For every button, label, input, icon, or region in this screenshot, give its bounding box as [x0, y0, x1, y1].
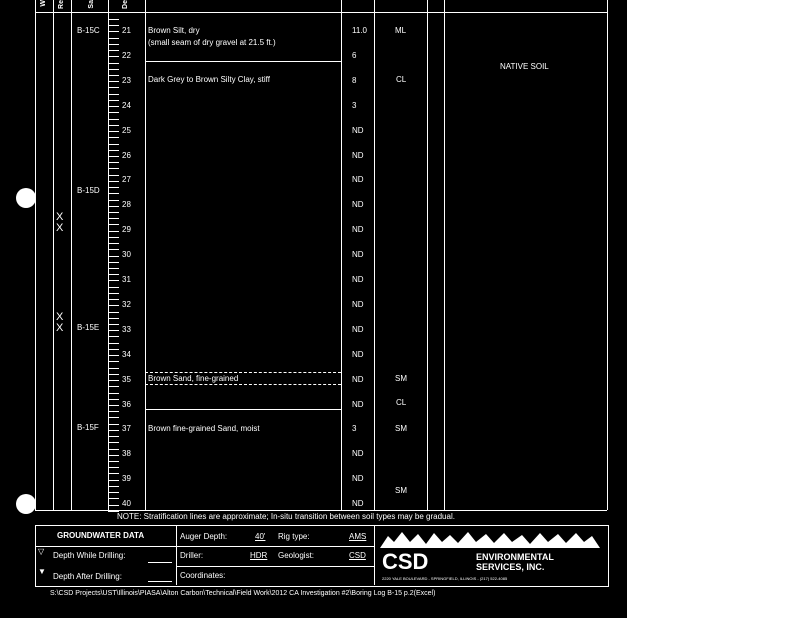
depth-tick — [108, 399, 119, 400]
soil-description: Brown Silt, dry — [148, 26, 200, 35]
stratification-note: NOTE: Stratification lines are approximate; In-situ transition between soil types may be gradual. — [117, 512, 455, 521]
grid-line — [176, 525, 177, 585]
blank-field — [148, 562, 172, 563]
geologist-value: CSD — [349, 551, 366, 560]
pid-value: 6 — [352, 50, 357, 60]
depth-tick — [108, 19, 119, 20]
strata-boundary — [145, 384, 341, 385]
depth-tick — [108, 243, 119, 244]
depth-tick — [108, 144, 119, 145]
pid-value: ND — [352, 150, 364, 160]
auger-depth-value: 40' — [255, 532, 266, 541]
depth-value: 35 — [122, 374, 131, 384]
depth-value: 28 — [122, 200, 131, 210]
depth-tick — [108, 386, 119, 387]
depth-tick — [108, 200, 119, 201]
depth-value: 38 — [122, 449, 131, 459]
depth-tick — [108, 187, 119, 188]
pid-value: ND — [352, 324, 364, 334]
pid-value: ND — [352, 275, 364, 284]
pid-value: ND — [352, 299, 364, 309]
depth-tick — [108, 380, 119, 381]
logo-address: 2220 YALE BOULEVARD - SPRINGFIELD, ILLINOIS - (217) 522-4085 — [382, 576, 508, 581]
depth-tick — [108, 405, 119, 406]
depth-value: 37 — [122, 424, 131, 434]
pid-value: ND — [352, 349, 364, 359]
depth-tick — [108, 442, 119, 443]
depth-value: 22 — [122, 50, 131, 60]
depth-tick — [108, 473, 119, 474]
pid-value: ND — [352, 399, 364, 409]
coordinates-label: Coordinates: — [180, 571, 226, 580]
uscs-code: CL — [396, 398, 407, 407]
depth-tick — [108, 50, 119, 51]
grid-line — [427, 0, 428, 510]
depth-tick — [108, 137, 119, 138]
depth-tick — [108, 349, 119, 350]
depth-value: 24 — [122, 100, 131, 110]
pid-value: ND — [352, 250, 364, 260]
note-rule — [35, 510, 607, 511]
sample-id: B-15E — [77, 323, 100, 332]
blank-field — [148, 581, 172, 582]
depth-tick — [108, 87, 119, 88]
depth-tick — [108, 249, 119, 250]
pid-value: ND — [352, 125, 364, 135]
pid-value: ND — [352, 200, 364, 210]
pid-value: ND — [352, 449, 364, 459]
depth-tick — [108, 467, 119, 468]
depth-tick — [108, 430, 119, 431]
filled-triangle-icon: ▼ — [38, 567, 46, 576]
pid-value: 3 — [352, 424, 357, 434]
depth-tick — [108, 312, 119, 313]
grid-line — [341, 0, 342, 510]
recovery-mark: X X — [56, 211, 64, 234]
sample-id: B-15D — [77, 186, 100, 195]
driller-label: Driller: — [180, 551, 204, 560]
depth-tick — [108, 355, 119, 356]
uscs-code: ML — [395, 26, 407, 35]
depth-tick — [108, 69, 119, 70]
depth-tick — [108, 231, 119, 232]
logo-name-line1: ENVIRONMENTAL — [476, 552, 554, 562]
depth-tick — [108, 44, 119, 45]
depth-tick — [108, 486, 119, 487]
depth-tick — [108, 436, 119, 437]
header-water-level: W — [40, 0, 47, 7]
depth-value: 33 — [122, 324, 131, 334]
header-recovery: Re — [58, 0, 65, 9]
depth-tick — [108, 38, 119, 39]
grid-line — [35, 0, 36, 510]
pid-value: ND — [352, 175, 364, 185]
depth-tick — [108, 287, 119, 288]
depth-while-drilling-label: Depth While Drilling: — [53, 551, 126, 560]
uscs-code: SM — [395, 374, 407, 383]
depth-tick — [108, 492, 119, 493]
punch-hole — [16, 494, 36, 514]
auger-depth-label: Auger Depth: — [180, 532, 228, 541]
pid-value: 3 — [352, 100, 357, 110]
soil-description: Dark Grey to Brown Silty Clay, stiff — [148, 75, 270, 84]
rig-type-value: AMS — [349, 532, 367, 541]
depth-tick — [108, 411, 119, 412]
soil-description: Brown Sand, fine-grained — [148, 374, 239, 383]
driller-value: HDR — [250, 551, 268, 560]
depth-value: 27 — [122, 175, 131, 185]
file-path-footer: S:\CSD Projects\UST\Illinois\PIASA\Alton Carbon\Technical\Field Work\2012 CA Investigation #2\Boring Log B-15 p.2(Excel) — [50, 590, 436, 597]
depth-tick — [108, 256, 119, 257]
depth-tick — [108, 25, 119, 26]
depth-tick — [108, 125, 119, 126]
depth-tick — [108, 324, 119, 325]
depth-tick — [108, 181, 119, 182]
grid-line — [374, 0, 375, 510]
depth-tick — [108, 417, 119, 418]
depth-tick — [108, 94, 119, 95]
depth-tick — [108, 361, 119, 362]
depth-tick — [108, 119, 119, 120]
depth-tick — [108, 449, 119, 450]
depth-tick — [108, 193, 119, 194]
depth-tick — [108, 262, 119, 263]
depth-tick — [108, 206, 119, 207]
grid-line — [607, 0, 608, 510]
depth-tick — [108, 100, 119, 101]
depth-tick — [108, 175, 119, 176]
grid-line — [35, 546, 176, 547]
remark-text: NATIVE SOIL — [500, 62, 549, 71]
depth-tick — [108, 131, 119, 132]
strata-boundary — [145, 372, 341, 373]
depth-tick — [108, 318, 119, 319]
geologist-label: Geologist: — [278, 551, 315, 560]
pid-value: ND — [352, 374, 364, 384]
depth-tick — [108, 168, 119, 169]
strata-boundary — [145, 61, 341, 62]
depth-value: 31 — [122, 275, 131, 284]
depth-tick — [108, 393, 119, 394]
grid-line — [176, 566, 374, 567]
sample-id: B-15F — [77, 423, 99, 432]
soil-description-note: (small seam of dry gravel at 21.5 ft.) — [148, 38, 276, 47]
depth-tick — [108, 31, 119, 32]
recovery-mark: X X — [56, 311, 64, 334]
uscs-code: SM — [395, 486, 407, 495]
header-rule — [35, 12, 607, 13]
grid-line — [145, 0, 146, 510]
depth-tick — [108, 81, 119, 82]
uscs-code: SM — [395, 424, 407, 433]
depth-tick — [108, 498, 119, 499]
depth-tick — [108, 455, 119, 456]
pid-value: ND — [352, 474, 364, 484]
depth-tick — [108, 505, 119, 506]
pid-value: 8 — [352, 75, 357, 85]
depth-tick — [108, 274, 119, 275]
depth-value: 21 — [122, 26, 131, 35]
depth-value: 26 — [122, 150, 131, 160]
depth-value: 34 — [122, 349, 131, 359]
depth-tick — [108, 75, 119, 76]
header-depth: De — [122, 0, 129, 9]
depth-value: 30 — [122, 250, 131, 260]
logo-letters: CSD — [382, 549, 429, 574]
depth-tick — [108, 212, 119, 213]
depth-tick — [108, 268, 119, 269]
depth-tick — [108, 480, 119, 481]
header-sample: Sa — [88, 0, 95, 9]
grid-line — [374, 525, 375, 585]
depth-value: 23 — [122, 75, 131, 85]
uscs-code: CL — [396, 75, 407, 84]
depth-tick — [108, 150, 119, 151]
depth-tick — [108, 56, 119, 57]
grid-line — [71, 0, 72, 510]
depth-tick — [108, 112, 119, 113]
depth-tick — [108, 293, 119, 294]
company-logo — [378, 528, 604, 584]
treeline-icon — [380, 532, 600, 548]
depth-tick — [108, 368, 119, 369]
depth-after-drilling-label: Depth After Drilling: — [53, 572, 122, 581]
depth-tick — [108, 224, 119, 225]
sample-id: B-15C — [77, 26, 100, 35]
depth-tick — [108, 299, 119, 300]
pid-value: ND — [352, 499, 364, 509]
depth-value: 36 — [122, 399, 131, 409]
pid-value: 11.0 — [352, 26, 367, 35]
depth-value: 40 — [122, 499, 131, 509]
depth-tick — [108, 343, 119, 344]
depth-value: 25 — [122, 125, 131, 135]
logo-name-line2: SERVICES, INC. — [476, 562, 545, 572]
depth-tick — [108, 374, 119, 375]
rig-type-label: Rig type: — [278, 532, 310, 541]
depth-tick — [108, 162, 119, 163]
depth-tick — [108, 218, 119, 219]
depth-tick — [108, 106, 119, 107]
grid-line — [53, 0, 54, 510]
depth-tick — [108, 330, 119, 331]
depth-value: 39 — [122, 474, 131, 484]
depth-tick — [108, 305, 119, 306]
depth-value: 29 — [122, 225, 131, 235]
punch-hole — [16, 188, 36, 208]
groundwater-title: GROUNDWATER DATA — [57, 531, 145, 540]
pid-value: ND — [352, 225, 364, 235]
grid-line — [444, 0, 445, 510]
depth-tick — [108, 280, 119, 281]
grid-line — [176, 546, 374, 547]
depth-tick — [108, 461, 119, 462]
depth-tick — [108, 237, 119, 238]
open-triangle-icon: ▽ — [38, 547, 45, 556]
soil-description: Brown fine-grained Sand, moist — [148, 424, 260, 433]
depth-tick — [108, 156, 119, 157]
depth-tick — [108, 63, 119, 64]
depth-tick — [108, 336, 119, 337]
strata-boundary — [145, 409, 341, 410]
depth-value: 32 — [122, 299, 131, 309]
depth-tick — [108, 424, 119, 425]
